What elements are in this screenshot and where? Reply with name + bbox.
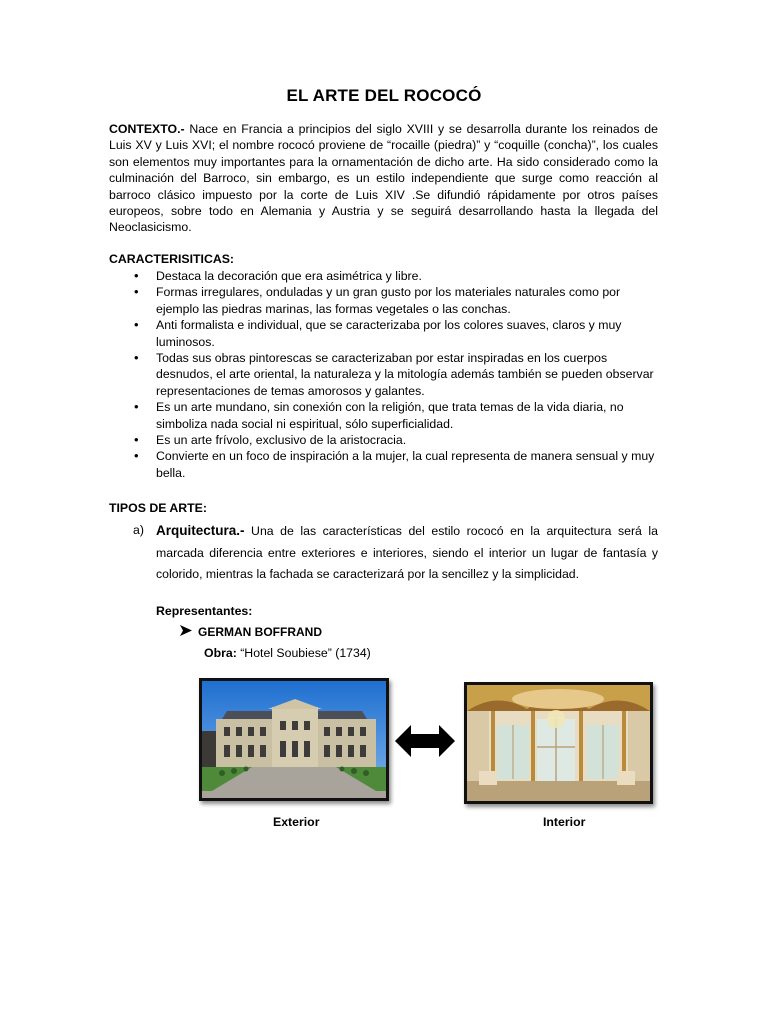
context-paragraph — [109, 121, 658, 236]
list-item: • Destaca la decoración que era asimétrica y libre. — [156, 268, 656, 284]
representative-name: GERMAN BOFFRAND — [198, 625, 322, 639]
interior-caption: Interior — [543, 815, 586, 829]
context-label: CONTEXTO.- — [109, 122, 185, 136]
list-item: • Es un arte mundano, sin conexión con la religión, que trata temas de la vida diaria, no simboliza nada social ni espiritual, sólo superficialidad. — [156, 399, 656, 432]
architecture-text: Una de las características del estilo rococó en la arquitectura será la marcada diferencia entre exteriores e interiores, siendo el interior un lugar de fantasía y colorido, mientras la fachada se caracterizará por la sencillez y la simplicidad. — [156, 524, 658, 581]
types-heading: TIPOS DE ARTE: — [109, 501, 207, 515]
characteristics-list — [156, 268, 656, 481]
page-title: EL ARTE DEL ROCOCÓ — [286, 86, 482, 105]
arrow-bullet-icon — [180, 625, 198, 639]
list-item: • Todas sus obras pintorescas se caracterizaban por estar inspiradas en los cuerpos desnudos, el arte oriental, la naturaleza y la mitología además también se pueden observar representaciones de temas amorosos y galantes. — [156, 350, 656, 399]
list-item: • Anti formalista e individual, que se caracterizaba por los colores suaves, claros y muy luminosos. — [156, 317, 656, 350]
representative-entry — [180, 625, 322, 639]
exterior-caption: Exterior — [273, 815, 320, 829]
work-label: Obra: — [204, 646, 237, 660]
architecture-item — [133, 520, 658, 586]
work-line — [204, 646, 371, 660]
list-item: • Formas irregulares, onduladas y un gran gusto por los materiales naturales como por ejemplo las piedras marinas, las formas vegetales o las conchas. — [156, 284, 656, 317]
list-item: • Convierte en un foco de inspiración a la mujer, la cual representa de manera sensual y muy bella. — [156, 448, 656, 481]
context-text: Nace en Francia a principios del siglo XVIII y se desarrolla durante los reinados de Luis XV y Luis XVI; el nombre rococó proviene de “rocaille (piedra)” y “coquille (concha)”, los cuales son elementos muy importantes para la ornamentación de dicho arte. Ha sido considerado como la culminación del Barroco, sin embargo, es un estilo independiente que surge como reacción al barroco clásico impuesto por la corte de Luis XIV .Se difundió rápidamente por otros países europeos, sobre todo en Alemania y Austria y se seguirá desarrollando hasta la llegada del Neoclasicismo. — [109, 122, 658, 235]
list-item: • Es un arte frívolo, exclusivo de la aristocracia. — [156, 432, 656, 448]
work-value: “Hotel Soubiese” (1734) — [236, 646, 371, 660]
characteristics-heading: CARACTERISITICAS: — [109, 252, 235, 266]
architecture-paragraph — [156, 520, 658, 586]
exterior-photo — [199, 678, 389, 801]
interior-photo — [464, 682, 653, 804]
representatives-heading: Representantes: — [156, 604, 253, 618]
item-label: a) — [133, 523, 144, 537]
architecture-title: Arquitectura.- — [156, 523, 245, 538]
double-arrow-icon — [395, 723, 455, 764]
